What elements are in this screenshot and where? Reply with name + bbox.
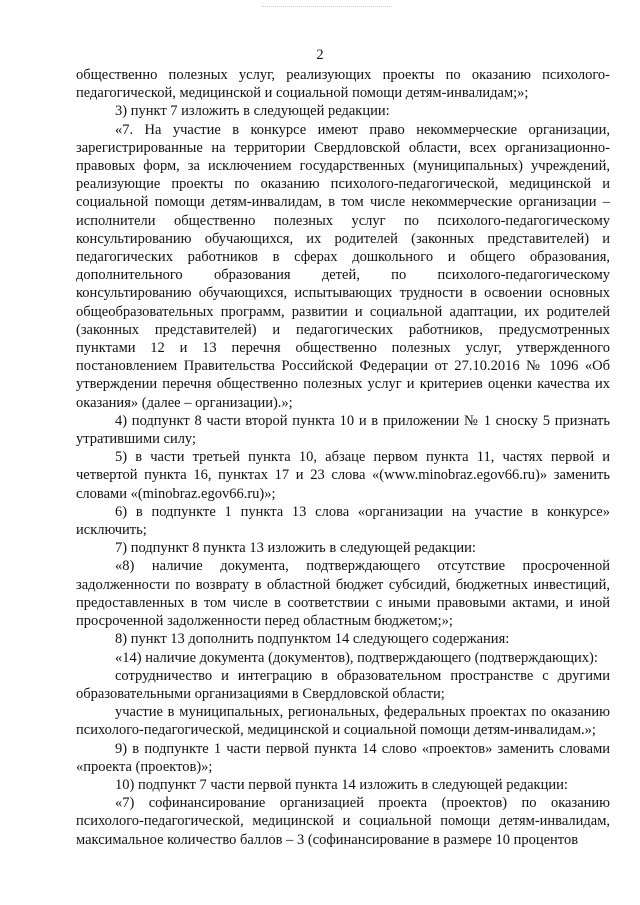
paragraph: 4) подпункт 8 части второй пункта 10 и в приложении № 1 сноску 5 признать утратившими силу; — [76, 412, 610, 448]
paragraph: сотрудничество и интеграцию в образовательном пространстве с другими образовательными организациями в Свердловской области; — [76, 667, 610, 702]
paragraph: 9) в подпункте 1 части первой пункта 14 слово «проектов» заменить словами «проекта (проектов)»; — [76, 740, 610, 775]
paragraph: 7) подпункт 8 пункта 13 изложить в следующей редакции: — [115, 540, 476, 557]
page-number: 2 — [316, 47, 324, 63]
paragraph: 5) в части третьей пункта 10, абзаце первом пункта 11, частях первой и четвертой пункта 16, пунктах 17 и 23 слова «(www.minobraz.egov66.ru)» заменить словами «(minobraz.egov66.ru)»; — [76, 449, 610, 502]
paragraph: участие в муниципальных, региональных, федеральных проектах по оказанию психолого-педагогической, медицинской и социальной помощи детям-инвалидам.»; — [76, 704, 610, 739]
paragraph: 6) в подпункте 1 пункта 13 слова «организации на участие в конкурсе» исключить; — [76, 503, 610, 539]
paragraph: «7) софинансирование организацией проекта (проектов) по оказанию психолого-педагогической, медицинской и социальной помощи детям-инвалидам, максимальное количество баллов – 3 (софинансирование в размере 10 процентов — [76, 795, 610, 848]
paragraph: 10) подпункт 7 части первой пункта 14 изложить в следующей редакции: — [115, 776, 568, 793]
document-body — [76, 66, 610, 849]
paragraph: 3) пункт 7 изложить в следующей редакции: — [115, 103, 390, 120]
paragraph: 8) пункт 13 дополнить подпунктом 14 следующего содержания: — [115, 631, 510, 648]
paragraph: «14) наличие документа (документов), подтверждающего (подтверждающих): — [115, 649, 598, 666]
header-scan-mark — [262, 6, 392, 11]
paragraph: общественно полезных услуг, реализующих проекты по оказанию психолого-педагогической, медицинской и социальной помощи детям-инвалидам;»; — [76, 67, 610, 102]
paragraph: «8) наличие документа, подтверждающего отсутствие просроченной задолженности по возврату в областной бюджет субсидий, бюджетных инвестиций, предоставленных в том числе в соответствии с иными правовыми актами, и иной просроченной задолженности перед областным бюджетом;»; — [76, 558, 610, 630]
paragraph: «7. На участие в конкурсе имеют право некоммерческие организации, зарегистрированные на территории Свердловской области, всех организационно-правовых форм, за исключением государственных (муниципальных) учреждений, реализующие проекты по оказанию психолого-педагогической, медицинской и социальной помощи детям-инвалидам, в том числе некоммерческие организации – исполнители общественно полезных услуг по психолого-педагогическому консультированию обучающихся, их родителей (законных представителей) и педагогических работников в сферах дошкольного и общего образования, дополнительного образования детей, по психолого-педагогическому консультированию обучающихся, испытывающих трудности в освоении основных общеобразовательных программ, развитии и социальной адаптации, их родителей (законных представителей) и педагогических работников, предусмотренных пунктами 12 и 13 перечня общественно полезных услуг, утвержденного постановлением Правительства Российской Федерации от 27.10.2016 № 1096 «Об утверждении перечня общественно полезных услуг и критериев оценки качества их оказания» (далее – организации).»; — [76, 121, 610, 411]
